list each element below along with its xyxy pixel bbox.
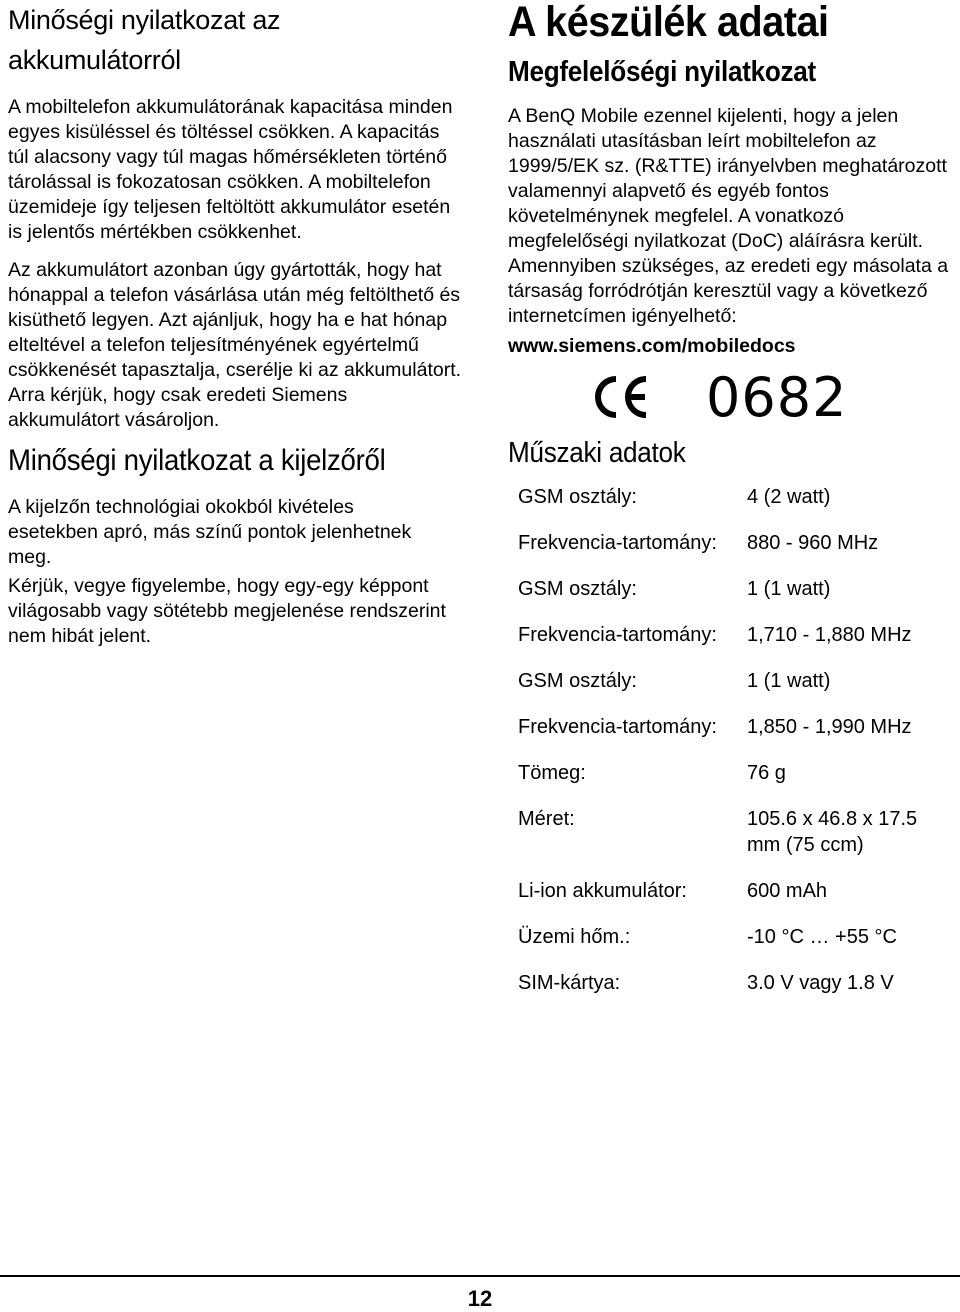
spec-label: GSM osztály: [518,486,637,508]
notified-body-number: 0682 [706,365,848,429]
spec-value: 600 mAh [747,880,828,902]
spec-label: Frekvencia-tartomány: [518,716,717,738]
battery-heading: Minőségi nyilatkozat az akkumulátorról [8,5,281,75]
spec-label: Frekvencia-tartomány: [518,532,717,554]
spec-value: 1 (1 watt) [747,670,831,692]
spec-row [518,878,947,924]
battery-paragraph-1: A mobiltelefon akkumulátorának kapacitása minden egyes kisüléssel és töltéssel csökken. A kapacitás túl alacsony vagy túl magas hőmérsékleten történő tárolással is fokozatosan csökken. A mobiltelefon üzemideje így teljesen feltöltött akkumulátor esetén is jelentős mértékben csökkenhet. [8,96,453,243]
spec-label: GSM osztály: [518,578,637,600]
docs-url: www.siemens.com/mobiledocs [508,335,796,357]
right-column [508,0,953,1016]
spec-row [518,668,947,714]
ce-marking [590,367,953,427]
spec-label: Méret: [518,808,575,830]
spec-row [518,622,947,668]
spec-label: Üzemi hőm.: [518,926,631,948]
spec-value: 1,710 - 1,880 MHz [747,624,912,646]
conformity-text: A BenQ Mobile ezennel kijelenti, hogy a jelen használati utasításban leírt mobiltelefon az 1999/5/EK sz. (R&TTE) irányelvben meghatározott valamennyi alapvető és egyéb fontos követelménynek megfelel. A vonatkozó megfelelőségi nyilatkozat (DoC) aláírásra került. Amennyiben szükséges, az eredeti egy másolata a társaság forródrótján keresztül vagy a következő internetcímen igényelhető: [508,105,949,327]
spec-value: 880 - 960 MHz [747,532,879,554]
spec-value: 76 g [747,762,786,784]
spec-value: -10 °C … +55 °C [747,926,897,948]
display-paragraph-1: A kijelzőn technológiai okokból kivételes esetekben apró, más színű pontok jelenhetnek meg. [8,496,412,568]
spec-row [518,484,947,530]
spec-label: SIM-kártya: [518,972,621,994]
battery-paragraph-2: Az akkumulátort azonban úgy gyártották, hogy hat hónappal a telefon vásárlása után még feltölthető és kisüthető legyen. Azt ajánljuk, hogy ha e hat hónap elteltével a telefon teljesítményének egyértelmű csökkenését tapasztalja, cserélje ki az akkumulátort. Arra kérjük, hogy csak eredeti Siemens akkumulátort vásároljon. [8,259,462,431]
footer-divider [0,1275,960,1277]
spec-row [518,760,947,806]
conformity-heading: Megfelelőségi nyilatkozat [508,56,816,88]
device-data-heading: A készülék adatai [508,0,829,46]
spec-value: 1,850 - 1,990 MHz [747,716,912,738]
spec-table [518,484,947,1016]
tech-data-heading: Műszaki adatok [508,437,686,469]
spec-label: Li-ion akkumulátor: [518,880,687,902]
spec-label: Frekvencia-tartomány: [518,624,717,646]
spec-value: 1 (1 watt) [747,578,831,600]
display-heading: Minőségi nyilatkozat a kijelzőről [8,444,386,477]
page-number: 12 [467,1286,493,1311]
spec-row [518,970,947,1016]
ce-mark-icon [590,372,650,422]
spec-label: GSM osztály: [518,670,637,692]
display-paragraph-2: Kérjük, vegye figyelembe, hogy egy-egy képpont világosabb vagy sötétebb megjelenése rendszerint nem hibát jelent. [8,575,446,647]
spec-value: 105.6 x 46.8 x 17.5 mm (75 ccm) [747,808,918,856]
left-column [8,0,478,649]
spec-value: 4 (2 watt) [747,486,831,508]
spec-row [518,576,947,622]
spec-row [518,714,947,760]
spec-row [518,530,947,576]
spec-row [518,806,947,878]
spec-row [518,924,947,970]
spec-label: Tömeg: [518,762,586,784]
spec-value: 3.0 V vagy 1.8 V [747,972,894,994]
